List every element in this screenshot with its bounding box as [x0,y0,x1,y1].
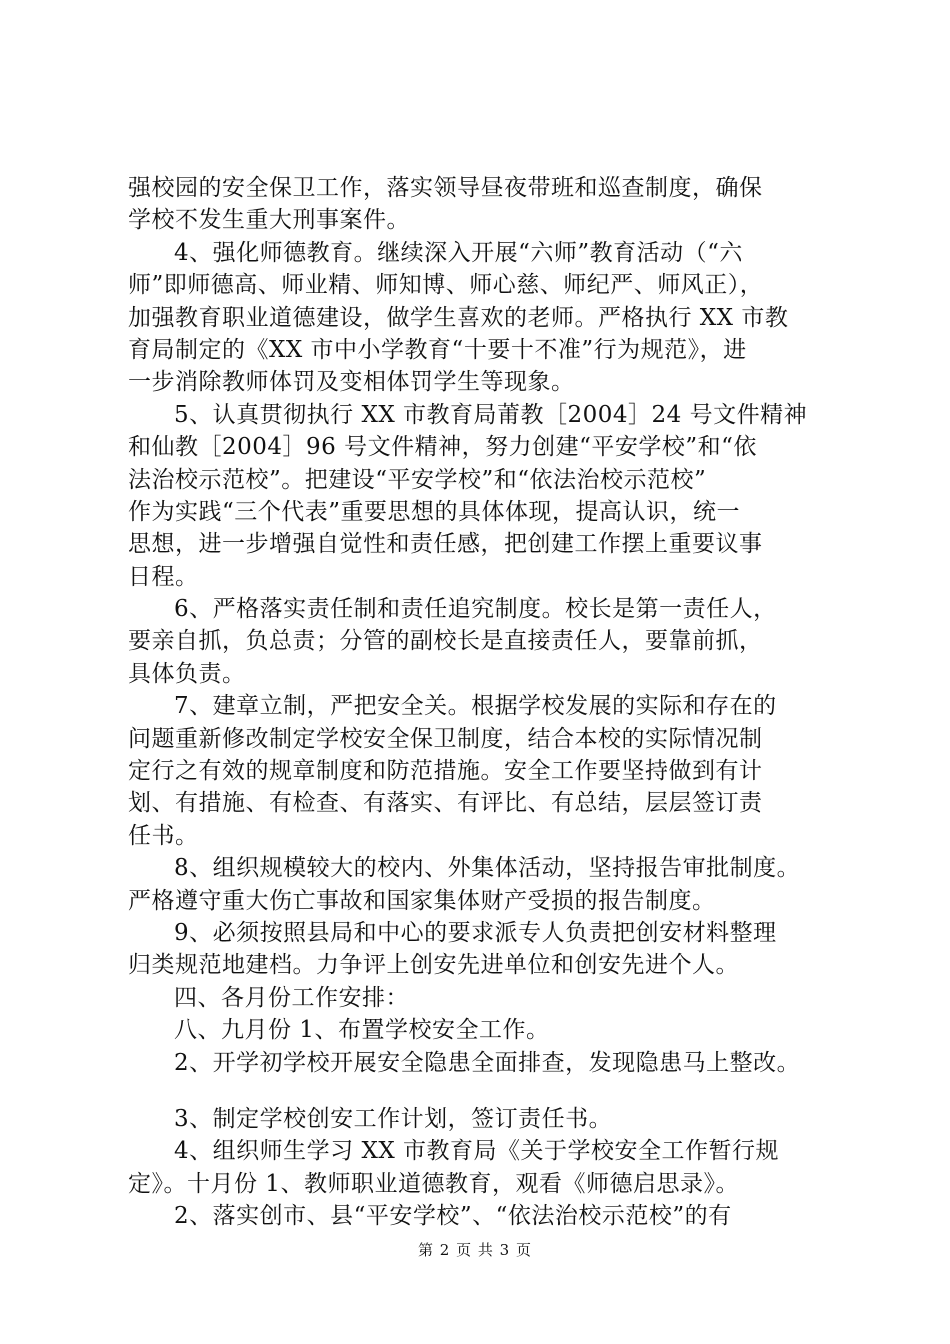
text-line: 作为实践“三个代表”重要思想的具体体现，提高认识，统一 [128,498,741,525]
text-line: 3、制定学校创安工作计划，签订责任书。 [174,1105,613,1132]
text-line: 5、认真贯彻执行 XX 市教育局莆教［2004］24 号文件精神 [174,401,808,428]
text-line: 6、严格落实责任制和责任追究制度。校长是第一责任人， [174,596,777,623]
text-line: 四、各月份工作安排： [174,984,409,1011]
text-line: 思想，进一步增强自觉性和责任感，把创建工作摆上重要议事 [128,531,763,558]
text-line: 4、组织师生学习 XX 市教育局《关于学校安全工作暂行规 [174,1138,780,1165]
text-line: 学校不发生重大刑事案件。 [128,207,410,234]
text-line: 2、开学初学校开展安全隐患全面排查，发现隐患马上整改。 [174,1049,801,1076]
text-line: 和仙教［2004］96 号文件精神，努力创建“平安学校”和“依 [128,434,757,461]
text-line: 师”即师德高、师业精、师知博、师心慈、师纪严、师风正）， [128,272,764,299]
document-body [128,172,838,1233]
text-line: 法治校示范校”。把建设“平安学校”和“依法治校示范校” [128,466,707,493]
text-line: 八、九月份 1、布置学校安全工作。 [174,1017,550,1044]
text-line: 4、强化师德教育。继续深入开展“六师”教育活动（“六 [174,239,743,266]
text-line: 归类规范地建档。力争评上创安先进单位和创安先进个人。 [128,952,739,979]
text-line: 育局制定的《XX 市中小学教育“十要十不准”行为规范》，进 [128,336,747,363]
text-line: 定》。十月份 1、教师职业道德教育，观看《师德启思录》。 [128,1170,739,1197]
text-line: 严格遵守重大伤亡事故和国家集体财产受损的报告制度。 [128,887,716,914]
page-footer: 第 2 页 共 3 页 [418,1241,532,1259]
text-line: 划、有措施、有检查、有落实、有评比、有总结，层层签订责 [128,790,763,817]
text-line: 具体负责。 [128,660,246,687]
text-line: 一步消除教师体罚及变相体罚学生等现象。 [128,369,575,396]
text-line: 定行之有效的规章制度和防范措施。安全工作要坚持做到有计 [128,758,763,785]
text-line: 7、建章立制，严把安全关。根据学校发展的实际和存在的 [174,693,777,720]
text-line: 8、组织规模较大的校内、外集体活动，坚持报告审批制度。 [174,855,801,882]
text-line: 要亲自抓，负总责；分管的副校长是直接责任人，要靠前抓， [128,628,763,655]
text-line: 强校园的安全保卫工作，落实领导昼夜带班和巡查制度，确保 [128,175,763,201]
text-line: 任书。 [128,822,199,849]
text-line: 9、必须按照县局和中心的要求派专人负责把创安材料整理 [174,919,777,946]
paragraph-gap [128,1079,838,1103]
text-line: 问题重新修改制定学校安全保卫制度，结合本校的实际情况制 [128,725,763,752]
text-line: 日程。 [128,563,199,590]
text-line: 2、落实创市、县“平安学校”、“依法治校示范校”的有 [174,1203,732,1230]
text-line: 加强教育职业道德建设，做学生喜欢的老师。严格执行 XX 市教 [128,304,789,331]
